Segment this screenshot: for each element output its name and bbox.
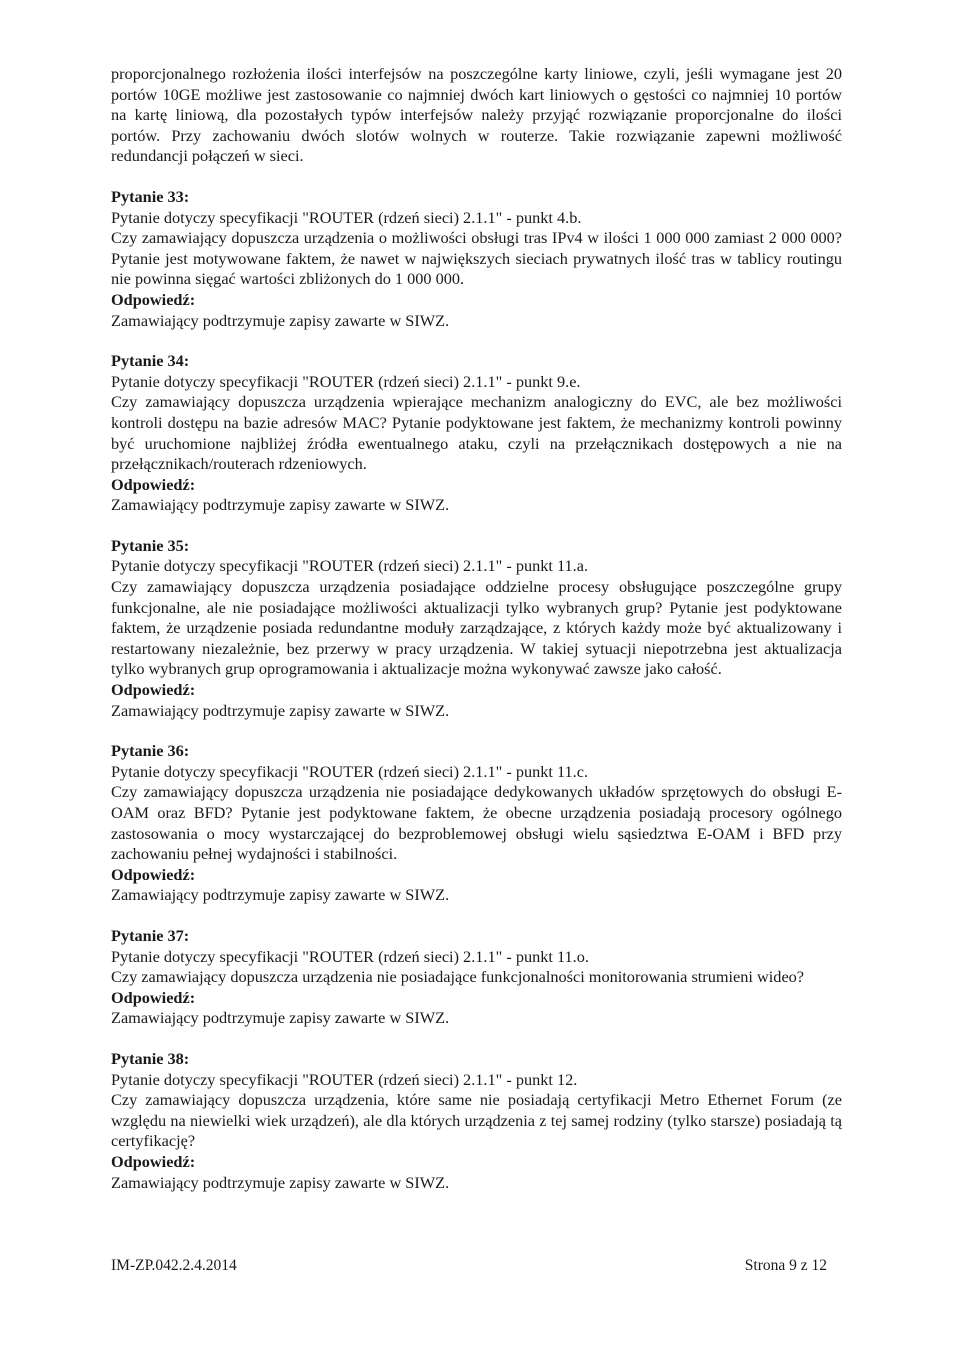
answer-label: Odpowiedź: xyxy=(111,987,196,1007)
question-title: Pytanie 37: xyxy=(111,925,190,945)
answer-label: Odpowiedź: xyxy=(111,680,196,700)
question-title: Pytanie 35: xyxy=(111,535,190,555)
page-footer xyxy=(111,1257,827,1275)
answer-label: Odpowiedź: xyxy=(111,474,196,494)
answer-text: Zamawiający podtrzymuje zapisy zawarte w SIWZ. xyxy=(111,495,450,515)
answer-text: Zamawiający podtrzymuje zapisy zawarte w SIWZ. xyxy=(111,885,450,905)
question-body: Czy zamawiający dopuszcza urządzenia, które same nie posiadają certyfikacji Metro Ethernet Forum (ze względu na niewielki wiek urządzeń), ale dla których urządzenia z tej samej rodziny (tylko starsze) posiadają tą certyfikację? xyxy=(111,1090,842,1151)
answer-text: Zamawiający podtrzymuje zapisy zawarte w SIWZ. xyxy=(111,1172,450,1192)
page-number: Strona 9 z 12 xyxy=(744,1257,827,1274)
question-body: Czy zamawiający dopuszcza urządzenia wpierające mechanizm analogiczny do EVC, ale bez możliwości kontroli dostępu na bazie adresów MAC? Pytanie podyktowane jest faktem, że mechanizmy kontroli powinny być uruchomione najbliżej źródła ewentualnego ataku, czyli na przełącznikach dostępowych a nie na przełącznikach/routerach rdzeniowych. xyxy=(111,392,842,474)
question-title: Pytanie 34: xyxy=(111,351,190,371)
question-35 xyxy=(111,536,842,721)
question-34 xyxy=(111,351,842,516)
question-title: Pytanie 38: xyxy=(111,1048,190,1068)
question-37 xyxy=(111,926,842,1029)
question-title: Pytanie 33: xyxy=(111,186,190,206)
question-spec: Pytanie dotyczy specyfikacji "ROUTER (rdzeń sieci) 2.1.1" - punkt 11.c. xyxy=(111,761,589,781)
answer-text: Zamawiający podtrzymuje zapisy zawarte w SIWZ. xyxy=(111,310,450,330)
question-body: Czy zamawiający dopuszcza urządzenia nie posiadające funkcjonalności monitorowania strumieni wideo? xyxy=(111,967,805,987)
answer-label: Odpowiedź: xyxy=(111,864,196,884)
question-33 xyxy=(111,187,842,331)
question-spec: Pytanie dotyczy specyfikacji "ROUTER (rdzeń sieci) 2.1.1" - punkt 9.e. xyxy=(111,371,581,391)
question-body: Czy zamawiający dopuszcza urządzenia nie posiadające dedykowanych układów sprzętowych do obsługi E-OAM oraz BFD? Pytanie jest podyktowane faktem, że obecne urządzenia posiadają procesory ogólnego zastosowania o mocy wystarczającej do bezproblemowej obsługi wielu sąsiedztwa E-OAM i BFD przy zachowaniu pełnej wydajności i stabilności. xyxy=(111,782,842,864)
question-title: Pytanie 36: xyxy=(111,741,190,761)
question-38 xyxy=(111,1049,842,1193)
answer-label: Odpowiedź: xyxy=(111,289,196,309)
document-id: IM-ZP.042.2.4.2014 xyxy=(111,1257,237,1274)
question-spec: Pytanie dotyczy specyfikacji "ROUTER (rdzeń sieci) 2.1.1" - punkt 12. xyxy=(111,1069,578,1089)
question-body: Czy zamawiający dopuszcza urządzenia o możliwości obsługi tras IPv4 w ilości 1 000 000 zamiast 2 000 000? Pytanie jest motywowane faktem, że nawet w największych sieciach prywatnych ilość tras w tablicy routingu nie powinna sięgać wartości zbliżonych do 1 000 000. xyxy=(111,228,842,289)
question-spec: Pytanie dotyczy specyfikacji "ROUTER (rdzeń sieci) 2.1.1" - punkt 4.b. xyxy=(111,207,582,227)
answer-text: Zamawiający podtrzymuje zapisy zawarte w SIWZ. xyxy=(111,700,450,720)
document-body xyxy=(111,64,842,1213)
answer-label: Odpowiedź: xyxy=(111,1151,196,1171)
answer-text: Zamawiający podtrzymuje zapisy zawarte w SIWZ. xyxy=(111,1008,450,1028)
question-36 xyxy=(111,741,842,906)
question-spec: Pytanie dotyczy specyfikacji "ROUTER (rdzeń sieci) 2.1.1" - punkt 11.o. xyxy=(111,946,589,966)
intro-paragraph: proporcjonalnego rozłożenia ilości interfejsów na poszczególne karty liniowe, czyli, jeśli wymagane jest 20 portów 10GE możliwe jest zastosowanie co najmniej dwóch kart liniowych o gęstości co najmniej 10 portów na kartę liniową, dla pozostałych typów interfejsów należy przyjąć rozwiązanie proporcjonalne do ilości portów. Przy zachowaniu dwóch slotów wolnych w routerze. Takie rozwiązanie zapewni możliwość redundancji połączeń w sieci. xyxy=(111,64,842,166)
question-spec: Pytanie dotyczy specyfikacji "ROUTER (rdzeń sieci) 2.1.1" - punkt 11.a. xyxy=(111,556,589,576)
question-body: Czy zamawiający dopuszcza urządzenia posiadające oddzielne procesy obsługujące poszczególne grupy funkcjonalne, ale nie posiadające możliwości aktualizacji tylko wybranych grup? Pytanie jest podyktowane faktem, że urządzenie posiada redundantne moduły zarządzające, z których każdy może być aktualizowany i restartowany niezależnie, bez przerwy w pracy urządzenia. W takiej sytuacji niepotrzebna jest aktualizacja tylko wybranych grup oprogramowania i aktualizacje można wykonywać zawsze jako całość. xyxy=(111,577,842,679)
